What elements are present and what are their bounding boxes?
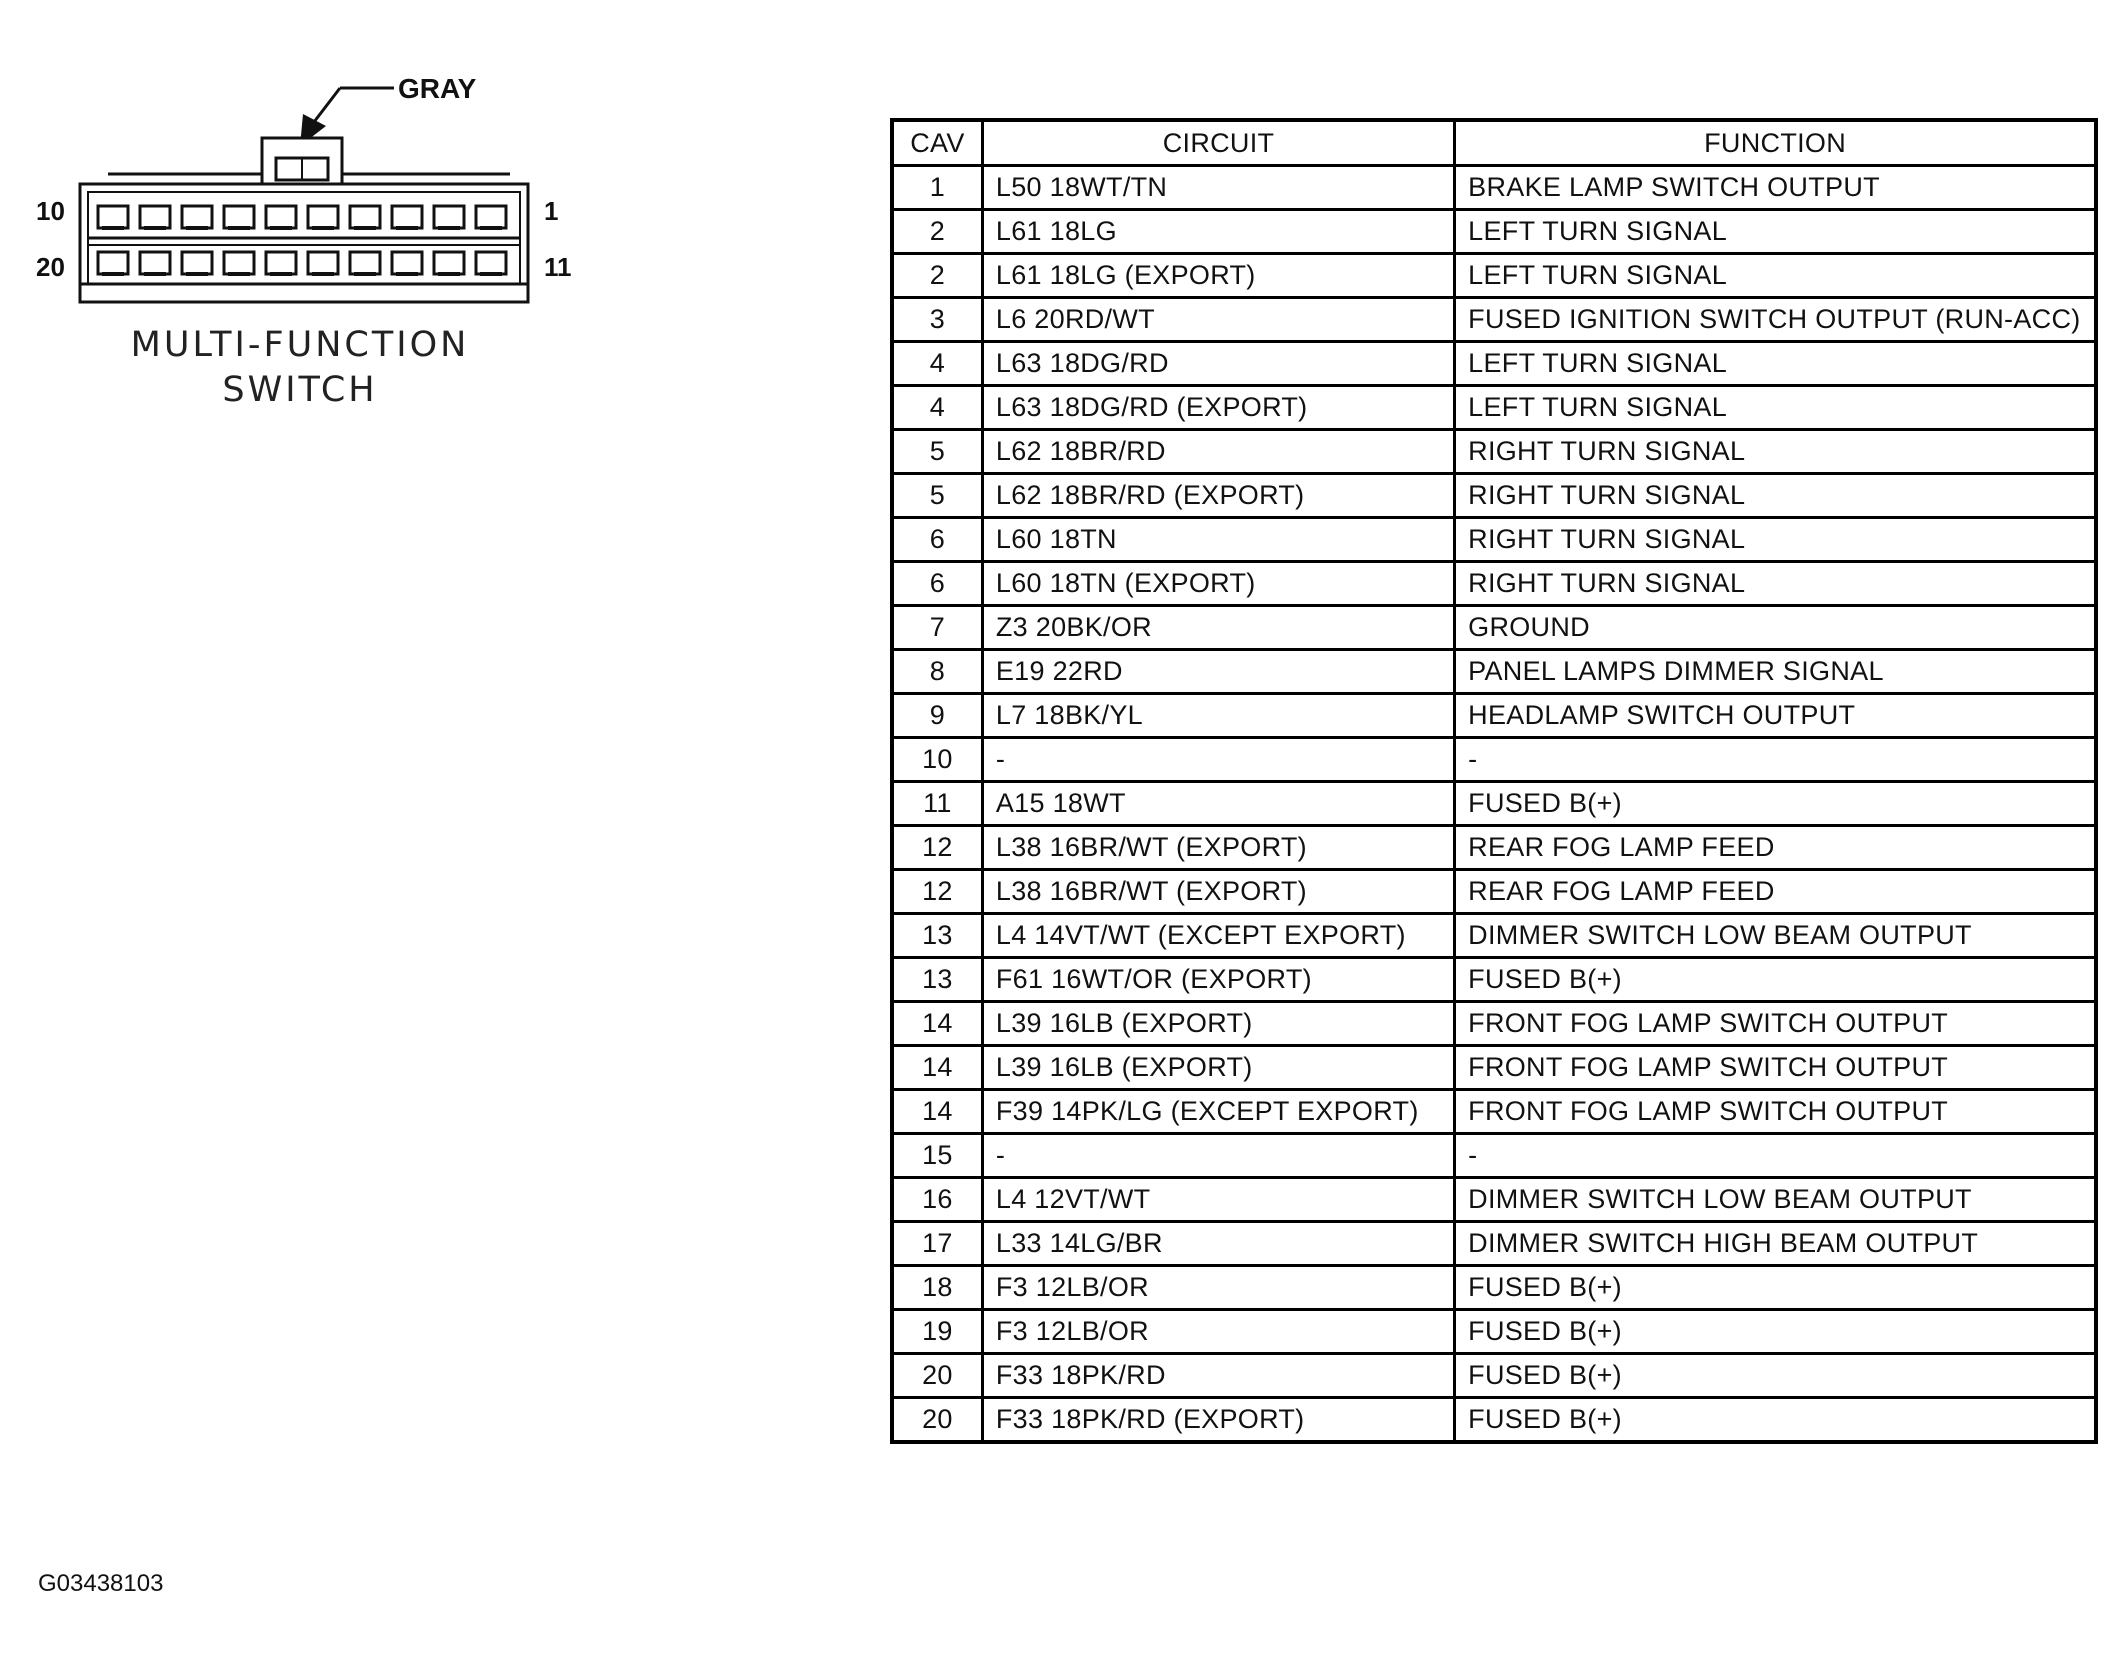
cell-function: FUSED B(+) [1455, 1310, 2096, 1354]
connector-cavity [140, 252, 170, 274]
cell-cav: 2 [892, 254, 982, 298]
table-row [892, 914, 2096, 958]
table-row [892, 782, 2096, 826]
cell-cav: 13 [892, 914, 982, 958]
cell-circuit: Z3 20BK/OR [982, 606, 1454, 650]
table-row [892, 1134, 2096, 1178]
cell-cav: 2 [892, 210, 982, 254]
cell-cav: 15 [892, 1134, 982, 1178]
cell-function: FUSED IGNITION SWITCH OUTPUT (RUN-ACC) [1455, 298, 2096, 342]
cell-cav: 16 [892, 1178, 982, 1222]
table-row [892, 958, 2096, 1002]
cell-cav: 17 [892, 1222, 982, 1266]
table-row [892, 1046, 2096, 1090]
cell-circuit: L38 16BR/WT (EXPORT) [982, 826, 1454, 870]
cell-circuit: L39 16LB (EXPORT) [982, 1046, 1454, 1090]
cell-function: LEFT TURN SIGNAL [1455, 254, 2096, 298]
cell-cav: 7 [892, 606, 982, 650]
cell-circuit: L38 16BR/WT (EXPORT) [982, 870, 1454, 914]
cell-function: - [1455, 738, 2096, 782]
cell-cav: 20 [892, 1354, 982, 1398]
table-row [892, 870, 2096, 914]
cell-circuit: L61 18LG (EXPORT) [982, 254, 1454, 298]
connector-cavity [434, 252, 464, 274]
pinout-table [890, 118, 2098, 1444]
cell-function: FUSED B(+) [1455, 782, 2096, 826]
connector-cavity [266, 252, 296, 274]
cell-circuit: - [982, 738, 1454, 782]
pin-number-bottom-right: 11 [544, 252, 572, 282]
cell-cav: 6 [892, 562, 982, 606]
cell-cav: 5 [892, 430, 982, 474]
table-row [892, 166, 2096, 210]
connector-cavity [98, 252, 128, 274]
cell-function: DIMMER SWITCH HIGH BEAM OUTPUT [1455, 1222, 2096, 1266]
cell-cav: 6 [892, 518, 982, 562]
cell-cav: 12 [892, 870, 982, 914]
cell-cav: 10 [892, 738, 982, 782]
connector-diagram [0, 0, 600, 320]
connector-cavity [350, 252, 380, 274]
cell-function: REAR FOG LAMP FEED [1455, 826, 2096, 870]
table-row [892, 650, 2096, 694]
connector-cavity [308, 206, 338, 228]
table-row [892, 738, 2096, 782]
header-cav: CAV [892, 120, 982, 166]
figure-code: G03438103 [38, 1570, 164, 1597]
cell-cav: 11 [892, 782, 982, 826]
cell-cav: 8 [892, 650, 982, 694]
pin-number-top-right: 1 [544, 196, 559, 226]
table-row [892, 1266, 2096, 1310]
cell-function: FRONT FOG LAMP SWITCH OUTPUT [1455, 1090, 2096, 1134]
table-row [892, 1090, 2096, 1134]
connector-cavity [98, 206, 128, 228]
cell-function: DIMMER SWITCH LOW BEAM OUTPUT [1455, 914, 2096, 958]
cell-cav: 4 [892, 386, 982, 430]
cell-cav: 12 [892, 826, 982, 870]
cell-function: HEADLAMP SWITCH OUTPUT [1455, 694, 2096, 738]
connector-cavity [476, 252, 506, 274]
table-row [892, 474, 2096, 518]
table-row [892, 210, 2096, 254]
cell-circuit: F33 18PK/RD (EXPORT) [982, 1398, 1454, 1443]
leader-line-diagonal [314, 88, 340, 122]
cell-function: PANEL LAMPS DIMMER SIGNAL [1455, 650, 2096, 694]
table-row [892, 430, 2096, 474]
cell-circuit: A15 18WT [982, 782, 1454, 826]
cell-function: FRONT FOG LAMP SWITCH OUTPUT [1455, 1046, 2096, 1090]
cell-circuit: L63 18DG/RD [982, 342, 1454, 386]
cell-function: FUSED B(+) [1455, 1354, 2096, 1398]
table-row [892, 562, 2096, 606]
cell-function: - [1455, 1134, 2096, 1178]
cell-circuit: L61 18LG [982, 210, 1454, 254]
connector-caption-line1: MULTI-FUNCTION [130, 325, 470, 365]
cell-function: RIGHT TURN SIGNAL [1455, 518, 2096, 562]
cell-function: LEFT TURN SIGNAL [1455, 386, 2096, 430]
connector-cavity [308, 252, 338, 274]
color-label: GRAY [398, 73, 477, 104]
cell-cav: 14 [892, 1002, 982, 1046]
cell-circuit: L4 14VT/WT (EXCEPT EXPORT) [982, 914, 1454, 958]
cell-cav: 9 [892, 694, 982, 738]
cell-circuit: E19 22RD [982, 650, 1454, 694]
cell-function: FRONT FOG LAMP SWITCH OUTPUT [1455, 1002, 2096, 1046]
cell-cav: 14 [892, 1090, 982, 1134]
cell-circuit: F61 16WT/OR (EXPORT) [982, 958, 1454, 1002]
table-row [892, 606, 2096, 650]
header-circuit: CIRCUIT [982, 120, 1454, 166]
header-function: FUNCTION [1455, 120, 2096, 166]
cell-function: FUSED B(+) [1455, 958, 2096, 1002]
connector-cavity [476, 206, 506, 228]
cell-function: LEFT TURN SIGNAL [1455, 210, 2096, 254]
table-row [892, 254, 2096, 298]
cell-function: DIMMER SWITCH LOW BEAM OUTPUT [1455, 1178, 2096, 1222]
table-row [892, 1310, 2096, 1354]
table-row [892, 342, 2096, 386]
cell-function: GROUND [1455, 606, 2096, 650]
cell-cav: 1 [892, 166, 982, 210]
cell-circuit: L60 18TN [982, 518, 1454, 562]
table-row [892, 518, 2096, 562]
cell-circuit: L6 20RD/WT [982, 298, 1454, 342]
cell-function: BRAKE LAMP SWITCH OUTPUT [1455, 166, 2096, 210]
table-row [892, 298, 2096, 342]
pin-number-top-left: 10 [36, 196, 65, 226]
cell-cav: 4 [892, 342, 982, 386]
cell-circuit: - [982, 1134, 1454, 1178]
cell-cav: 20 [892, 1398, 982, 1443]
cell-circuit: F39 14PK/LG (EXCEPT EXPORT) [982, 1090, 1454, 1134]
cell-circuit: L60 18TN (EXPORT) [982, 562, 1454, 606]
table-row [892, 1398, 2096, 1443]
connector-cavity [182, 252, 212, 274]
cell-function: RIGHT TURN SIGNAL [1455, 474, 2096, 518]
cell-function: REAR FOG LAMP FEED [1455, 870, 2096, 914]
table-row [892, 826, 2096, 870]
cell-function: FUSED B(+) [1455, 1398, 2096, 1443]
cell-circuit: L62 18BR/RD [982, 430, 1454, 474]
connector-cavity [392, 206, 422, 228]
table-row [892, 1002, 2096, 1046]
connector-cavity [392, 252, 422, 274]
cell-circuit: L62 18BR/RD (EXPORT) [982, 474, 1454, 518]
cell-function: RIGHT TURN SIGNAL [1455, 430, 2096, 474]
connector-cavity [224, 206, 254, 228]
cell-circuit: L63 18DG/RD (EXPORT) [982, 386, 1454, 430]
cell-cav: 19 [892, 1310, 982, 1354]
cell-circuit: L39 16LB (EXPORT) [982, 1002, 1454, 1046]
cell-function: RIGHT TURN SIGNAL [1455, 562, 2096, 606]
cell-circuit: F3 12LB/OR [982, 1266, 1454, 1310]
connector-cavity [224, 252, 254, 274]
cell-cav: 5 [892, 474, 982, 518]
connector-cavity [266, 206, 296, 228]
cell-cav: 18 [892, 1266, 982, 1310]
cell-cav: 13 [892, 958, 982, 1002]
cell-circuit: L33 14LG/BR [982, 1222, 1454, 1266]
table-header-row [892, 120, 2096, 166]
connector-cavity [140, 206, 170, 228]
table-row [892, 1222, 2096, 1266]
table-row [892, 386, 2096, 430]
connector-cavity [350, 206, 380, 228]
connector-cavity [434, 206, 464, 228]
cell-function: FUSED B(+) [1455, 1266, 2096, 1310]
cell-cav: 14 [892, 1046, 982, 1090]
cell-cav: 3 [892, 298, 982, 342]
table-row [892, 1354, 2096, 1398]
connector-caption-line2: SWITCH [222, 370, 378, 410]
cell-circuit: L4 12VT/WT [982, 1178, 1454, 1222]
table-row [892, 694, 2096, 738]
cell-function: LEFT TURN SIGNAL [1455, 342, 2096, 386]
cell-circuit: F3 12LB/OR [982, 1310, 1454, 1354]
cell-circuit: L7 18BK/YL [982, 694, 1454, 738]
cell-circuit: F33 18PK/RD [982, 1354, 1454, 1398]
connector-cavity [182, 206, 212, 228]
pin-number-bottom-left: 20 [36, 252, 65, 282]
table-row [892, 1178, 2096, 1222]
cell-circuit: L50 18WT/TN [982, 166, 1454, 210]
